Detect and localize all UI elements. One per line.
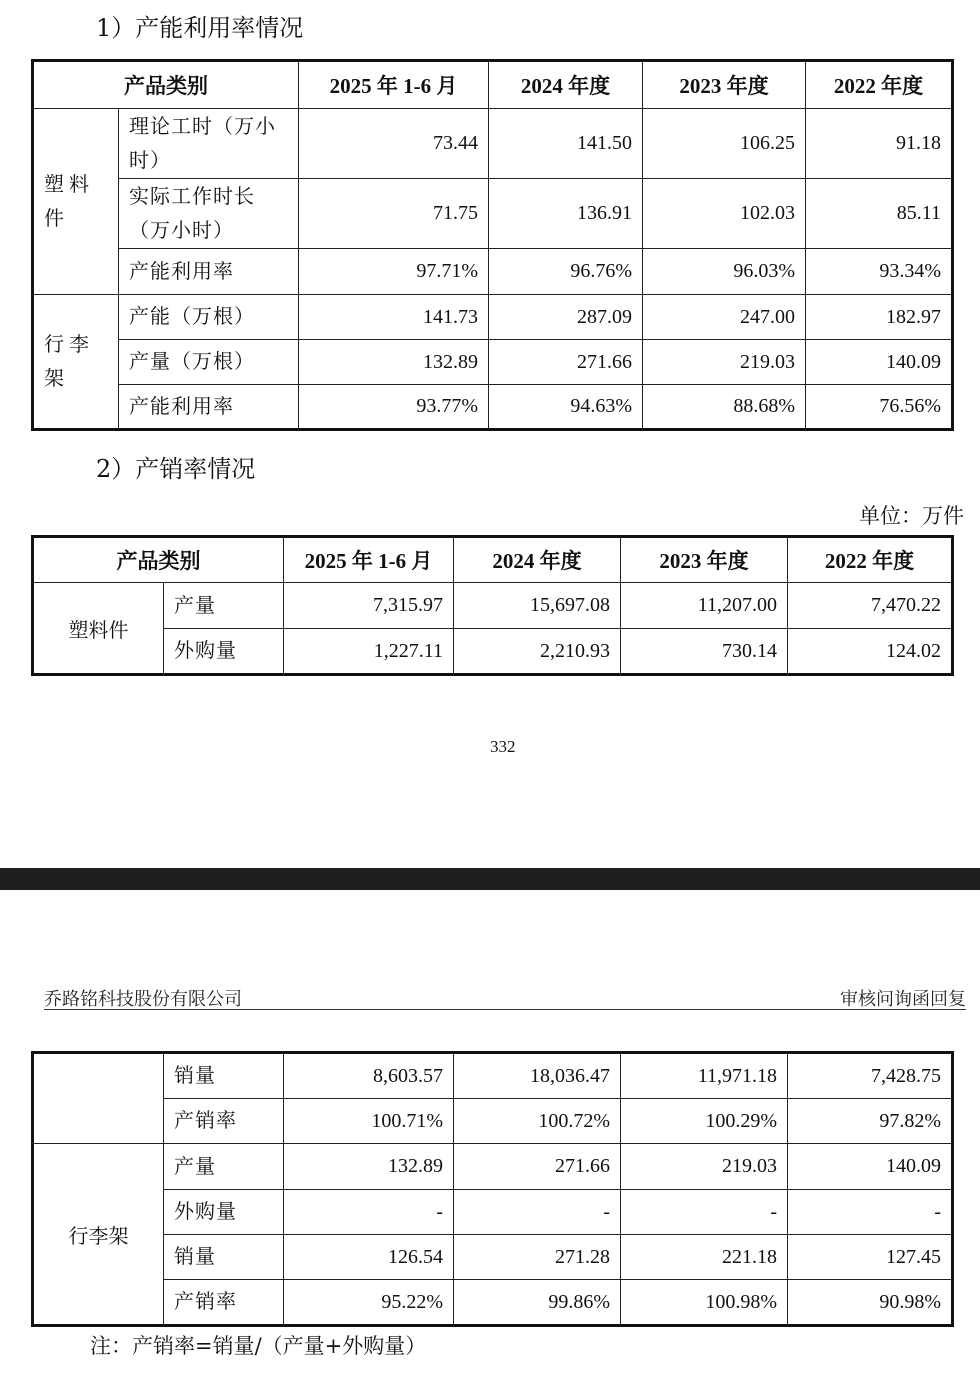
- table-row: [33, 1190, 953, 1235]
- header-2022: 2022 年度: [806, 61, 953, 109]
- cell-value: 96.03%: [643, 249, 806, 295]
- row-label: 产能利用率: [119, 385, 299, 430]
- cell-value: 221.18: [621, 1235, 788, 1280]
- table-row: [33, 1144, 953, 1190]
- cell-value: 126.54: [284, 1235, 454, 1280]
- company-name: 乔路铭科技股份有限公司: [44, 989, 242, 1010]
- table-row: [33, 249, 953, 295]
- cell-value: -: [621, 1190, 788, 1235]
- header-category: 产品类别: [33, 61, 299, 109]
- group-plastic-continued: [33, 1053, 164, 1144]
- cell-value: 141.50: [489, 109, 643, 179]
- header-2025h1: 2025 年 1-6 月: [284, 537, 454, 583]
- cell-value: 730.14: [621, 629, 788, 675]
- cell-value: 271.28: [454, 1235, 621, 1280]
- cell-value: 85.11: [806, 179, 953, 249]
- page-number: 332: [490, 737, 516, 756]
- group-plastic: 塑料件: [33, 583, 164, 675]
- cell-value: 182.97: [806, 295, 953, 340]
- group-plastic: 塑 料 件: [33, 109, 119, 295]
- cell-value: 97.71%: [299, 249, 489, 295]
- cell-value: 140.09: [806, 340, 953, 385]
- cell-value: 271.66: [454, 1144, 621, 1190]
- cell-value: 132.89: [299, 340, 489, 385]
- cell-value: 96.76%: [489, 249, 643, 295]
- table-row: [33, 385, 953, 430]
- cell-value: 102.03: [643, 179, 806, 249]
- header-2023: 2023 年度: [643, 61, 806, 109]
- cell-value: 93.34%: [806, 249, 953, 295]
- cell-value: 136.91: [489, 179, 643, 249]
- cell-value: 141.73: [299, 295, 489, 340]
- capacity-utilization-table: [31, 59, 954, 431]
- table-row: [33, 1099, 953, 1144]
- footnote: 注：产销率=销量/（产量+外购量）: [90, 1334, 427, 1358]
- cell-value: 11,207.00: [621, 583, 788, 629]
- header-2024: 2024 年度: [454, 537, 621, 583]
- page-divider: [0, 868, 980, 890]
- cell-value: 95.22%: [284, 1280, 454, 1326]
- table-row: [33, 629, 953, 675]
- group-luggage-rack: 行李架: [33, 1144, 164, 1326]
- cell-value: 2,210.93: [454, 629, 621, 675]
- cell-value: 100.71%: [284, 1099, 454, 1144]
- production-sales-table-part1: [31, 535, 954, 676]
- table-row: [33, 1053, 953, 1099]
- cell-value: 7,428.75: [788, 1053, 953, 1099]
- cell-value: 90.98%: [788, 1280, 953, 1326]
- section1-title: 1）产能利用率情况: [96, 14, 304, 42]
- document-title: 审核问询函回复: [840, 989, 966, 1010]
- cell-value: 219.03: [621, 1144, 788, 1190]
- row-label: 产能（万根）: [119, 295, 299, 340]
- unit-label: 单位：万件: [859, 504, 964, 528]
- row-label: 产量: [164, 1144, 284, 1190]
- header-category: 产品类别: [33, 537, 284, 583]
- table-row: [33, 109, 953, 179]
- cell-value: 132.89: [284, 1144, 454, 1190]
- row-label: 销量: [164, 1235, 284, 1280]
- cell-value: 124.02: [788, 629, 953, 675]
- cell-value: 99.86%: [454, 1280, 621, 1326]
- cell-value: 127.45: [788, 1235, 953, 1280]
- cell-value: 7,470.22: [788, 583, 953, 629]
- cell-value: 76.56%: [806, 385, 953, 430]
- table-row: [33, 1280, 953, 1326]
- cell-value: 106.25: [643, 109, 806, 179]
- table-header-row: [33, 537, 953, 583]
- cell-value: 97.82%: [788, 1099, 953, 1144]
- cell-value: 94.63%: [489, 385, 643, 430]
- table-row: [33, 179, 953, 249]
- cell-value: 15,697.08: [454, 583, 621, 629]
- row-label: 实际工作时长（万小时）: [119, 179, 299, 249]
- cell-value: 140.09: [788, 1144, 953, 1190]
- cell-value: 271.66: [489, 340, 643, 385]
- cell-value: 11,971.18: [621, 1053, 788, 1099]
- cell-value: 91.18: [806, 109, 953, 179]
- group-luggage-rack: 行 李 架: [33, 295, 119, 430]
- table-row: [33, 340, 953, 385]
- row-label: 销量: [164, 1053, 284, 1099]
- row-label: 外购量: [164, 629, 284, 675]
- cell-value: 88.68%: [643, 385, 806, 430]
- cell-value: 100.29%: [621, 1099, 788, 1144]
- header-2024: 2024 年度: [489, 61, 643, 109]
- production-sales-table-part2: [31, 1051, 954, 1327]
- row-label: 产销率: [164, 1280, 284, 1326]
- table-row: [33, 295, 953, 340]
- row-label: 外购量: [164, 1190, 284, 1235]
- table-row: [33, 1235, 953, 1280]
- header-rule: [44, 1009, 966, 1010]
- cell-value: 71.75: [299, 179, 489, 249]
- cell-value: 93.77%: [299, 385, 489, 430]
- cell-value: 287.09: [489, 295, 643, 340]
- row-label: 产销率: [164, 1099, 284, 1144]
- cell-value: -: [454, 1190, 621, 1235]
- cell-value: 247.00: [643, 295, 806, 340]
- row-label: 理论工时（万小时）: [119, 109, 299, 179]
- cell-value: 8,603.57: [284, 1053, 454, 1099]
- cell-value: 219.03: [643, 340, 806, 385]
- header-2025h1: 2025 年 1-6 月: [299, 61, 489, 109]
- row-label: 产量: [164, 583, 284, 629]
- cell-value: 1,227.11: [284, 629, 454, 675]
- cell-value: -: [788, 1190, 953, 1235]
- cell-value: 73.44: [299, 109, 489, 179]
- cell-value: 18,036.47: [454, 1053, 621, 1099]
- row-label: 产能利用率: [119, 249, 299, 295]
- row-label: 产量（万根）: [119, 340, 299, 385]
- header-2023: 2023 年度: [621, 537, 788, 583]
- header-2022: 2022 年度: [788, 537, 953, 583]
- cell-value: 7,315.97: [284, 583, 454, 629]
- cell-value: -: [284, 1190, 454, 1235]
- section2-title: 2）产销率情况: [96, 455, 256, 483]
- table-row: [33, 583, 953, 629]
- table-header-row: [33, 61, 953, 109]
- cell-value: 100.98%: [621, 1280, 788, 1326]
- cell-value: 100.72%: [454, 1099, 621, 1144]
